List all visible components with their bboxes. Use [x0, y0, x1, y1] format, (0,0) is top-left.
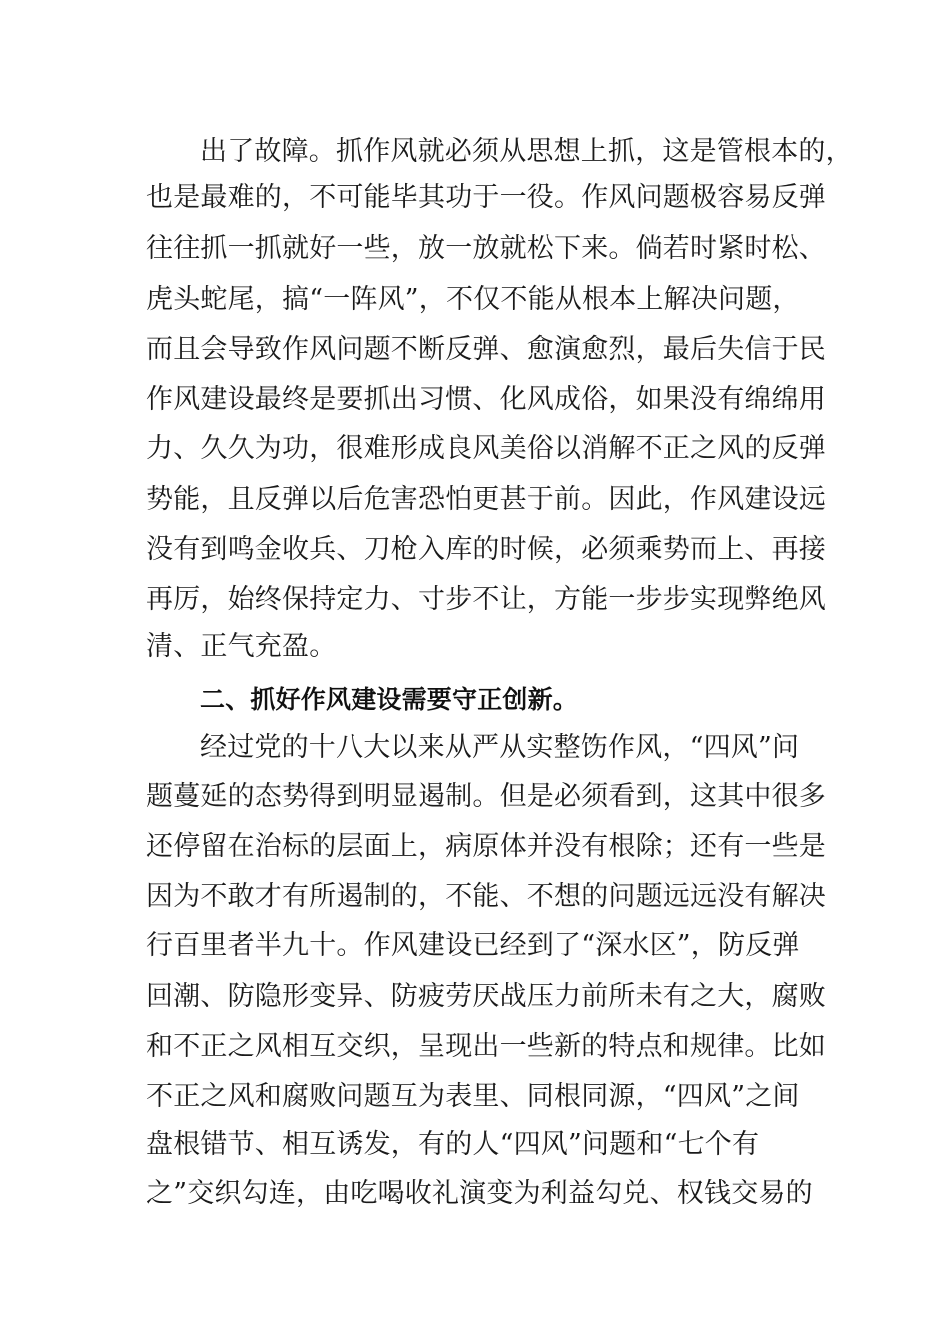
text-line: 题蔓延的态势得到明显遏制。但是必须看到，这其中很多	[146, 781, 826, 812]
text-line: 而且会导致作风问题不断反弹、愈演愈烈，最后失信于民	[146, 334, 826, 365]
text-line: 也是最难的，不可能毕其功于一役。作风问题极容易反弹	[146, 182, 826, 213]
text-line: 不正之风和腐败问题互为表里、同根同源，“四风”之间	[146, 1081, 800, 1112]
text-line: 力、久久为功，很难形成良风美俗以消解不正之风的反弹	[146, 433, 826, 464]
text-line: 还停留在治标的层面上，病原体并没有根除；还有一些是	[146, 831, 826, 862]
text-line: 往往抓一抓就好一些，放一放就松下来。倘若时紧时松、	[146, 233, 826, 264]
text-line: 经过党的十八大以来从严从实整饬作风，“四风”问	[200, 732, 800, 763]
text-line: 因为不敢才有所遏制的，不能、不想的问题远远没有解决	[146, 881, 826, 912]
text-line: 虎头蛇尾，搞“一阵风”，不仅不能从根本上解决问题，	[146, 284, 800, 315]
text-line: 盘根错节、相互诱发，有的人“四风”问题和“七个有	[146, 1129, 760, 1160]
text-line: 作风建设最终是要抓出习惯、化风成俗，如果没有绵绵用	[146, 384, 826, 415]
text-line: 行百里者半九十。作风建设已经到了“深水区”，防反弹	[146, 930, 800, 961]
text-line: 没有到鸣金收兵、刀枪入库的时候，必须乘势而上、再接	[146, 534, 826, 565]
text-line: 回潮、防隐形变异、防疲劳厌战压力前所未有之大，腐败	[146, 981, 826, 1012]
text-line: 势能，且反弹以后危害恐怕更甚于前。因此，作风建设远	[146, 484, 826, 515]
text-line: 再厉，始终保持定力、寸步不让，方能一步步实现弊绝风	[146, 584, 826, 615]
text-line: 出了故障。抓作风就必须从思想上抓，这是管根本的，	[200, 136, 853, 167]
section-heading: 二、抓好作风建设需要守正创新。	[200, 685, 579, 714]
text-line: 和不正之风相互交织，呈现出一些新的特点和规律。比如	[146, 1031, 826, 1062]
text-line: 之”交织勾连，由吃喝收礼演变为利益勾兑、权钱交易的	[146, 1178, 813, 1209]
text-line: 清、正气充盈。	[146, 631, 337, 662]
